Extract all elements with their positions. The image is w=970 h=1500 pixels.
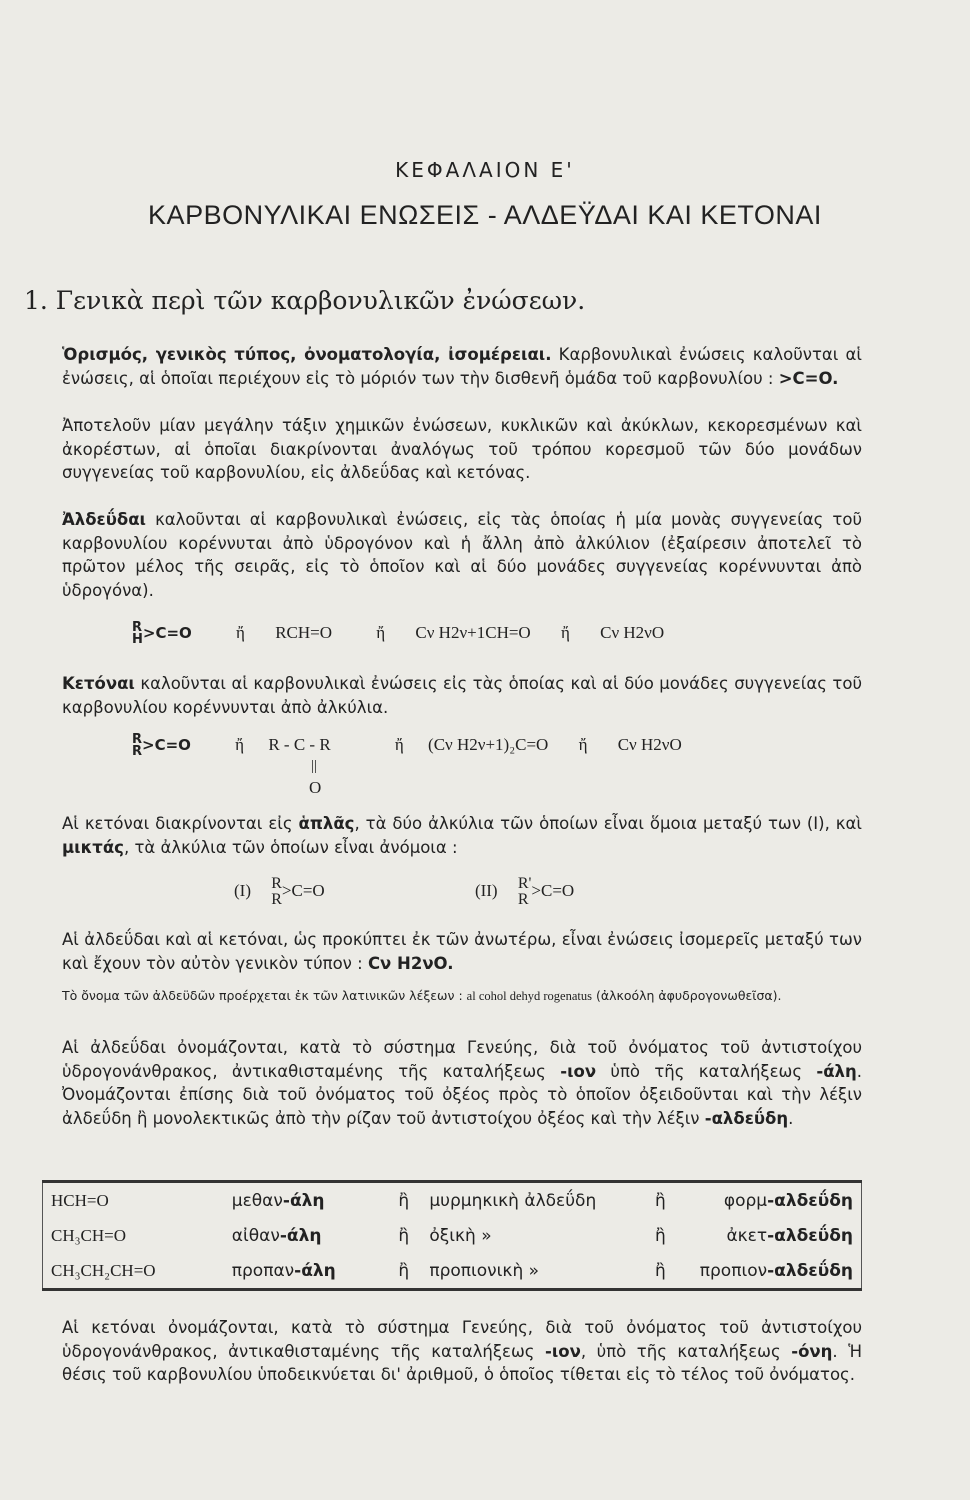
ketone-formula-line bbox=[132, 734, 682, 758]
paragraph-ketones bbox=[62, 672, 862, 719]
paragraph-definition bbox=[62, 343, 862, 390]
table-cell: ἢ bbox=[398, 1190, 410, 1211]
or-1: ἤ bbox=[236, 622, 245, 642]
simple-ketone-rr: R R bbox=[271, 875, 282, 908]
common-prefix: φορμ bbox=[723, 1190, 768, 1211]
ketone-co: >C=O bbox=[142, 735, 191, 754]
name-prefix: αἰθαν bbox=[231, 1225, 280, 1246]
aldehyde-f1: RCH=O bbox=[275, 622, 333, 642]
simple-ketone-co: >C=O bbox=[281, 880, 325, 900]
paragraph-ketone-types: Αἱ κετόναι διακρίνονται εἰς ἁπλᾶς, τὰ δύο ἀλκύλια τῶν ὁποίων εἶναι ὅμοια μεταξύ των (I), καὶ μικτάς, τὰ ἀλκύλια τῶν ὁποίων εἶναι ἀνόμοια : bbox=[62, 814, 862, 857]
latin-words: al cohol dehyd rogenatus bbox=[466, 989, 592, 1003]
paragraph-isomers: Αἱ ἀλδεΰδαι καὶ αἱ κετόναι, ὡς προκύπτει ἐκ τῶν ἀνωτέρω, εἶναι ἐνώσεις ἰσομερεῖς μεταξύ των καὶ ἔχουν τὸν αὐτὸν γενικὸν τύπον : Cν H2νO. bbox=[62, 930, 862, 973]
aldehyde-formula-line bbox=[132, 622, 664, 646]
or-6: ἤ bbox=[578, 734, 588, 754]
label-ii: (II) bbox=[474, 880, 498, 900]
name-prefix: προπαν bbox=[231, 1260, 295, 1281]
table-row bbox=[43, 1182, 862, 1219]
table-cell: ἢ bbox=[398, 1225, 410, 1246]
table-cell bbox=[224, 1253, 386, 1290]
table-cell bbox=[224, 1218, 386, 1253]
aldehyde-f3: Cν H2νO bbox=[600, 622, 665, 642]
table-cell bbox=[692, 1218, 862, 1253]
ketone-f3: Cν H2νO bbox=[617, 734, 682, 754]
ketone-f1: R - C - R bbox=[268, 734, 331, 754]
name-prefix: μεθαν bbox=[231, 1190, 283, 1211]
footnote: Τὸ ὄνομα τῶν ἀλδεϋδῶν προέρχεται ἐκ τῶν λατινικῶν λέξεων : al cohol dehyd rogenatus (ἀλκοόλη ἀφυδρογονωθεῖσα). bbox=[62, 988, 782, 1003]
table-row bbox=[43, 1218, 862, 1253]
mixed-ketone-rr: R' R bbox=[517, 875, 532, 908]
table-row bbox=[43, 1253, 862, 1290]
ketones-text: καλοῦνται αἱ καρβονυλικαὶ ἐνώσεις εἰς τὰς ὁποίας καὶ αἱ δύο μονάδες συγγενείας τοῦ καρβονυλίου κορέννυνται ἀπὸ ἀλκύλια. bbox=[62, 674, 862, 717]
carbonyl-group: >C=O. bbox=[778, 368, 839, 388]
aldehyde-f2: Cν H2ν+1CH=O bbox=[415, 622, 531, 642]
paragraph-ketone-naming: Αἱ κετόναι ὀνομάζονται, κατὰ τὸ σύστημα Γενεύης, διὰ τοῦ ὀνόματος τοῦ ἀντιστοίχου ὑδρογονάνθρακος, ἀντικαθισταμένης τῆς καταλήξεως -ιον, ὑπὸ τῆς καταλήξεως -όνη. Ἡ θέσις τοῦ καρβονυλίου ὑποδεικνύεται δι' ἀριθμοῦ, ὁ ὁποῖος τίθεται εἰς τὸ τέλος τοῦ ὀνόματος. bbox=[62, 1318, 862, 1384]
simple-bold: ἁπλᾶς bbox=[298, 814, 355, 833]
or-2: ἤ bbox=[376, 622, 386, 642]
name-suffix: -άλη bbox=[279, 1225, 322, 1246]
table-cell: ὀξικὴ » bbox=[429, 1225, 492, 1246]
aldehyde-co: >C=O bbox=[142, 623, 192, 642]
paragraph-aldehyde-naming: Αἱ ἀλδεΰδαι ὀνομάζονται, κατὰ τὸ σύστημα Γενεύης, διὰ τοῦ ὀνόματος τοῦ ἀντιστοίχου ὑδρογονάνθρακος, ἀντικαθισταμένης τῆς καταλήξεως -ιον ὑπὸ τῆς καταλήξεως -άλη. Ὀνομάζονται ἐπίσης διὰ τοῦ ὀνόματος τοῦ ὀξέος πρὸς τὸ ὁποῖον ὀξειδοῦνται καὶ τὴν λέξιν ἀλδεΰδη ἢ μονολεκτικῶς ἀπὸ τὴν ρίζαν τοῦ ἀντιστοίχου ὀξέος καὶ τὴν λέξιν -αλδεΰδη. bbox=[62, 1038, 862, 1128]
mixed-ketone-co: >C=O bbox=[531, 880, 575, 900]
paragraph-classes: Ἀποτελοῦν μίαν μεγάλην τάξιν χημικῶν ἐνώσεων, κυκλικῶν καὶ ἀκύκλων, κεκορεσμένων καὶ ἀκορέστων, αἱ ὁποῖαι διακρίνονται ἀναλόγως τοῦ τρόπου κορεσμοῦ τῶν δύο μονάδων συγγενείας τοῦ καρβονυλίου, εἰς ἀλδεΰδας καὶ κετόνας. bbox=[62, 416, 862, 482]
ketone-types-formulas bbox=[234, 876, 574, 908]
common-prefix: ἀκετ bbox=[726, 1225, 768, 1246]
ketone-oxygen: O bbox=[309, 778, 322, 797]
name-suffix: -άλη bbox=[282, 1190, 325, 1211]
table-cell: προπιονικὴ » bbox=[429, 1260, 540, 1281]
definition-bold: Ὁρισμός, γενικὸς τύπος, ὀνοματολογία, ἰσομέρειαι. bbox=[62, 345, 552, 364]
common-prefix: προπιον bbox=[699, 1260, 768, 1281]
label-i: (I) bbox=[234, 880, 251, 900]
or-3: ἤ bbox=[560, 622, 570, 642]
table-cell: ἢ bbox=[654, 1225, 666, 1246]
table-cell: ἢ bbox=[654, 1190, 666, 1211]
chapter-title: ΚΑΡΒΟΝΥΛΙΚΑΙ ΕΝΩΣΕΙΣ - ΑΛΔΕΫΔΑΙ ΚΑΙ ΚΕΤΟΝΑΙ bbox=[148, 200, 822, 230]
table-cell: ἢ bbox=[398, 1260, 410, 1281]
ketone-f2: (Cν H2ν+1)₂C=O bbox=[428, 734, 549, 754]
table-cell: HCH=O bbox=[51, 1190, 109, 1210]
aldehyde-r-h: R H bbox=[132, 620, 143, 647]
table-cell bbox=[692, 1253, 862, 1290]
common-suffix: -αλδεΰδη bbox=[767, 1260, 853, 1281]
table-cell: CH₃CH₂CH=O bbox=[51, 1260, 156, 1280]
aldehydes-bold: Ἀλδεΰδαι bbox=[62, 510, 146, 529]
table-cell: CH₃CH=O bbox=[51, 1225, 127, 1245]
common-suffix: -αλδεΰδη bbox=[767, 1190, 853, 1211]
ketones-bold: Κετόναι bbox=[62, 674, 135, 693]
table-cell: ἢ bbox=[654, 1260, 666, 1281]
aldehyde-names-table bbox=[42, 1180, 862, 1291]
table-cell bbox=[692, 1182, 862, 1219]
general-formula: Cν H2νO. bbox=[367, 953, 454, 973]
mixed-bold: μικτάς bbox=[62, 837, 124, 857]
paragraph-aldehydes bbox=[62, 508, 862, 602]
aldehydes-text: καλοῦνται αἱ καρβονυλικαὶ ἐνώσεις, εἰς τὰς ὁποίας ἡ μία μονὰς συγγενείας τοῦ καρβονυλίου κορέννυται ἀπὸ ὑδρογόνον καὶ ἡ ἄλλη ἀπὸ ἀλκύλιον (ἐξαίρεσιν ἀποτελεῖ τὸ πρῶτον μέλος τῆς σειρᾶς, εἰς τὸ ὁποῖον καὶ αἱ δύο μονάδες συγγενείας κορέννυνται ἀπὸ ὑδρογόνα). bbox=[62, 510, 862, 600]
section-heading: 1. Γενικὰ περὶ τῶν καρβονυλικῶν ἐνώσεων. bbox=[24, 286, 586, 315]
table-cell bbox=[224, 1182, 386, 1219]
ketone-r-r: R R bbox=[132, 732, 143, 759]
name-suffix: -άλη bbox=[294, 1260, 336, 1281]
or-5: ἤ bbox=[394, 734, 404, 754]
common-suffix: -αλδεΰδη bbox=[767, 1225, 853, 1246]
or-4: ἤ bbox=[235, 734, 245, 754]
table-cell: μυρμηκικὴ ἀλδεΰδη bbox=[429, 1190, 597, 1211]
definition-text: Καρβονυλικαὶ ἐνώσεις καλοῦνται αἱ ἐνώσεις, αἱ ὁποῖαι περιέχουν εἰς τὸ μόριόν των τὴν δισθενῆ ὁμάδα τοῦ καρβονυλίου : bbox=[62, 345, 863, 388]
chapter-heading: ΚΕΦΑΛΑΙΟΝ Ε' bbox=[395, 158, 575, 182]
ketone-double-bond: || bbox=[311, 758, 318, 774]
